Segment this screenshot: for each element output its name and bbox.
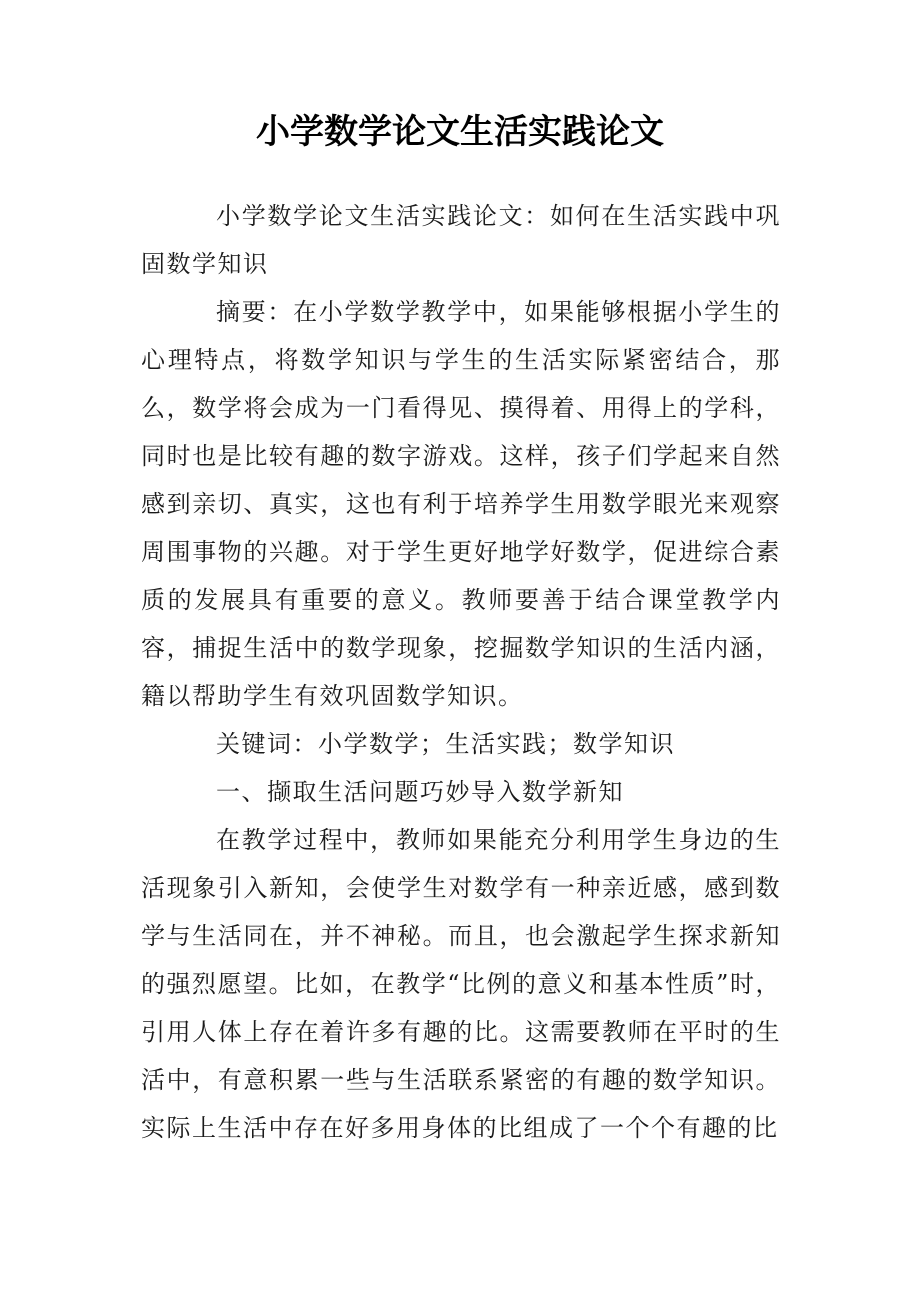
document-body: [141, 192, 781, 1152]
document-title: 小学数学论文生活实践论文: [256, 112, 664, 152]
paragraph-keywords: 关键词：小学数学；生活实践；数学知识: [216, 730, 675, 758]
paragraph-abstract: 摘要：在小学数学教学中，如果能够根据小学生的心理特点，将数学知识与学生的生活实际紧密结合，那么，数学将会成为一门看得见、摸得着、用得上的学科，同时也是比较有趣的数字游戏。这样，孩子们学起来自然感到亲切、真实，这也有利于培养学生用数学眼光来观察周围事物的兴趣。对于学生更好地学好数学，促进综合素质的发展具有重要的意义。教师要善于结合课堂教学内容，捕捉生活中的数学现象，挖掘数学知识的生活内涵，籍以帮助学生有效巩固数学知识。: [141, 298, 781, 710]
section-heading-1: 一、撷取生活问题巧妙导入数学新知: [216, 778, 624, 806]
paragraph-body-1: 在教学过程中，教师如果能充分利用学生身边的生活现象引入新知，会使学生对数学有一种亲近感，感到数学与生活同在，并不神秘。而且，也会激起学生探求新知的强烈愿望。比如，在教学“比例的意义和基本性质”时，引用人体上存在着许多有趣的比。这需要教师在平时的生活中，有意积累一些与生活联系紧密的有趣的数学知识。实际上生活中存在好多用身体的比组成了一个个有趣的比: [141, 826, 781, 1142]
paragraph-subtitle: 小学数学论文生活实践论文：如何在生活实践中巩固数学知识: [141, 202, 781, 278]
